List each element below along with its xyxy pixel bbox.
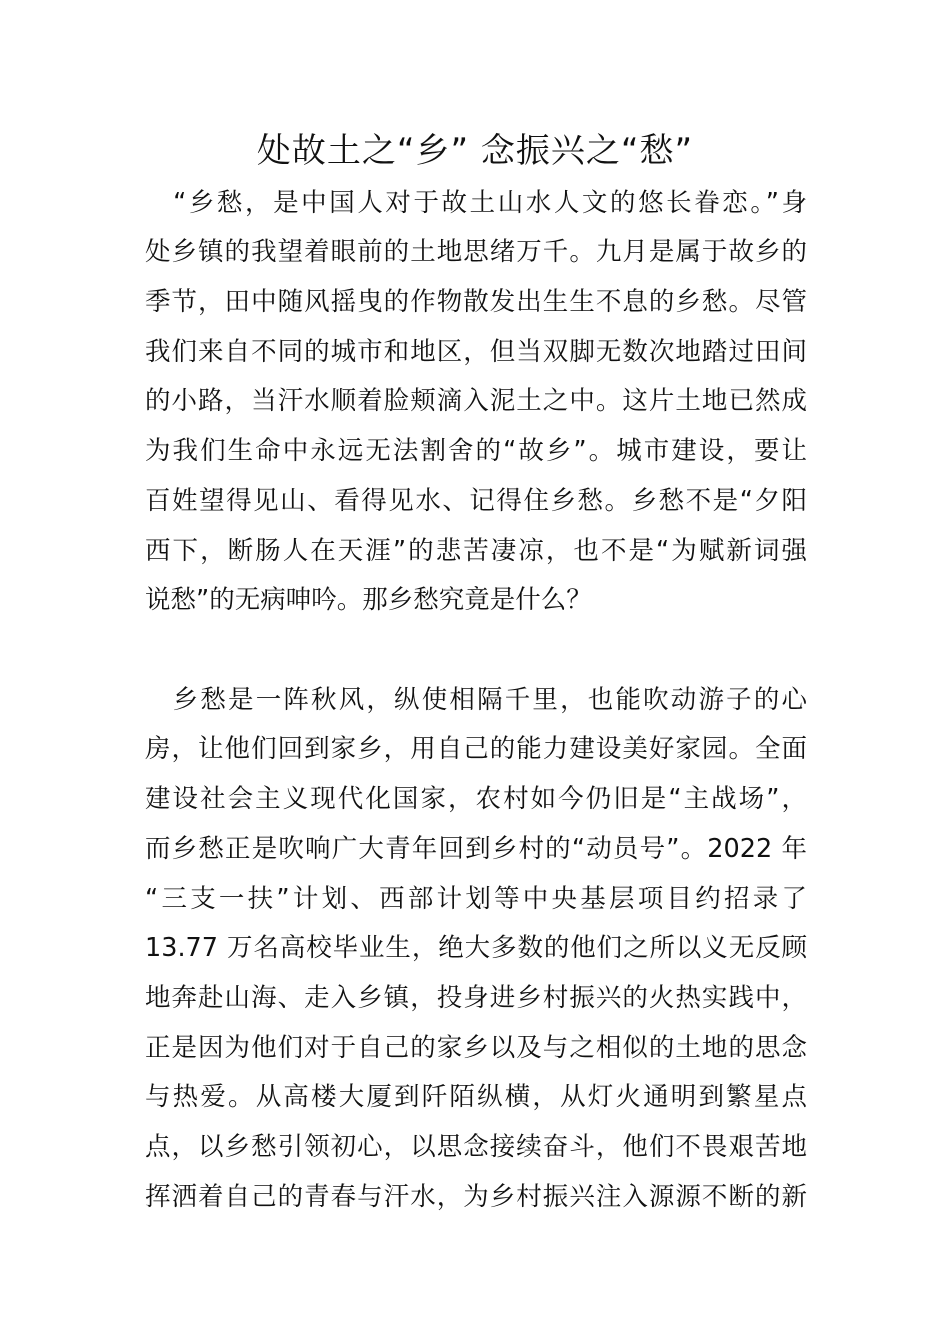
- paragraph-line: 地奔赴山海、走入乡镇，投身进乡村振兴的火热实践中，: [145, 983, 807, 1013]
- document-title: 处故土之“乡” 念振兴之“愁”: [256, 131, 694, 171]
- paragraph-line: 13.77 万名高校毕业生，绝大多数的他们之所以义无反顾: [145, 933, 807, 963]
- paragraph-line: 与热爱。从高楼大厦到阡陌纵横，从灯火通明到繁星点: [145, 1082, 807, 1112]
- paragraph-line: 点，以乡愁引领初心，以思念接续奋斗，他们不畏艰苦地: [145, 1132, 807, 1162]
- paragraph-line: 乡愁是一阵秋风，纵使相隔千里，也能吹动游子的心: [145, 685, 807, 715]
- paragraph-line: “乡愁，是中国人对于故土山水人文的悠长眷恋。”身: [145, 188, 807, 218]
- paragraph-line: 说愁”的无病呻吟。那乡愁究竟是什么？: [145, 585, 592, 615]
- paragraph-line: “三支一扶”计划、西部计划等中央基层项目约招录了: [145, 884, 807, 914]
- paragraph-line: 百姓望得见山、看得见水、记得住乡愁。乡愁不是“夕阳: [145, 486, 807, 516]
- paragraph-line: 处乡镇的我望着眼前的土地思绪万千。九月是属于故乡的: [145, 237, 807, 267]
- paragraph-line: 而乡愁正是吹响广大青年回到乡村的“动员号”。2022 年: [145, 834, 807, 864]
- paragraph-line: 挥洒着自己的青春与汗水，为乡村振兴注入源源不断的新: [145, 1182, 807, 1212]
- paragraph-line: 季节，田中随风摇曳的作物散发出生生不息的乡愁。尽管: [145, 287, 807, 317]
- paragraph-line: 为我们生命中永远无法割舍的“故乡”。城市建设，要让: [145, 436, 807, 466]
- paragraph-line: 我们来自不同的城市和地区，但当双脚无数次地踏过田间: [145, 337, 807, 367]
- paragraph-line: 房，让他们回到家乡，用自己的能力建设美好家园。全面: [145, 734, 807, 764]
- paragraph-line: 西下，断肠人在天涯”的悲苦凄凉，也不是“为赋新词强: [145, 536, 807, 566]
- paragraph-line: 建设社会主义现代化国家，农村如今仍旧是“主战场”，: [145, 784, 807, 814]
- paragraph-line: 的小路，当汗水顺着脸颊滴入泥土之中。这片土地已然成: [145, 386, 807, 416]
- paragraph-line: 正是因为他们对于自己的家乡以及与之相似的土地的思念: [145, 1033, 807, 1063]
